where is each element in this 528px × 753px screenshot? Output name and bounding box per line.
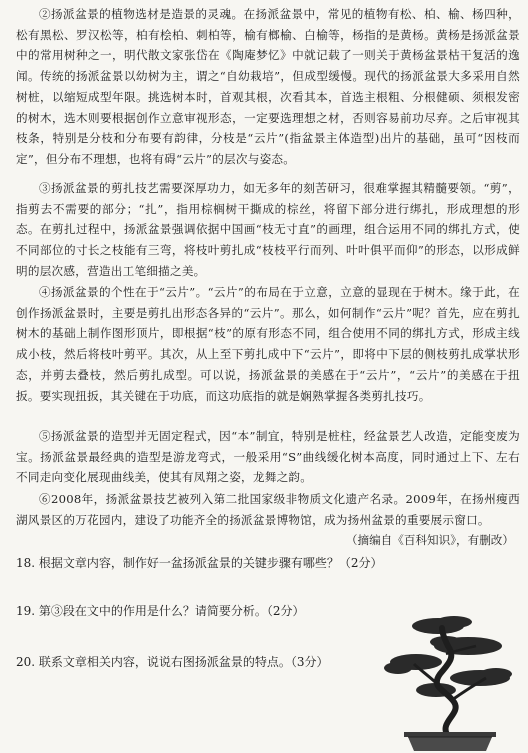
question-18: 18. 根据文章内容，制作好一盆扬派盆景的关键步骤有哪些？（2分） bbox=[16, 556, 383, 570]
question-20: 20. 联系文章相关内容，说说右图扬派盆景的特点。（3分） bbox=[16, 655, 329, 669]
paragraph-6: ⑥2008年，扬派盆景技艺被列入第二批国家级非物质文化遗产名录。2009年，在扬州瘦西湖风景区的万花园内，建设了功能齐全的扬派盆景博物馆，成为扬州盆景的重要展示窗口。 bbox=[16, 492, 520, 527]
paragraph-5: ⑤扬派盆景的造型并无固定程式，因“本”制宜，特别是桩柱，经盆景艺人改造，定能变废为宝。扬派盆景最经典的造型是游龙弯式，一般采用“S”曲线缓化树本高度，同时通过上下、左右不同走向变化展现曲线美，使其有凤翔之姿，龙舞之韵。 bbox=[16, 429, 520, 485]
paragraph-3: ③扬派盆景的剪扎技艺需要深厚功力，如无多年的刻苦研习，很难掌握其精髓要领。“剪”，指剪去不需要的部分；“扎”，指用棕榈树干撕成的棕丝，将留下部分进行绑扎，形成理想的形态。在剪扎过程中，扬派盆景强调依据中国画“枝无寸直”的画理，组合运用不同的绑扎方式，使不同部位的寸长之枝能有三弯，将枝叶剪扎成“枝枝平行而列、叶叶俱平而仰”的形态，以形成鲜明的层次感，营造出工笔细描之美。 bbox=[16, 181, 520, 278]
paragraph-4: ④扬派盆景的个性在于“云片”。“云片”的布局在于立意，立意的显现在于树木。缘于此，在创作扬派盆景时，主要是剪扎出形态各异的“云片”。那么，如何制作“云片”呢？首先，应在剪扎树木的基础上制作图形顶片，即根据“枝”的原有形态不同，组合使用不同的绑扎方式，形成主线成小枝，然后将枝叶剪平。其次，从上至下剪扎成中下“云片”，即将中下层的侧枝剪扎成掌状形态，并剪去叠枝，然后剪扎成型。可以说，扬派盆景的美感在于“云片”，“云片”的美感在于扭扳。要实现扭扳，其关键在于功底，而这功底指的就是娴熟掌握各类剪扎技巧。 bbox=[16, 285, 520, 403]
paragraph-2: ②扬派盆景的植物选材是造景的灵魂。在扬派盆景中，常见的植物有松、柏、榆、杨四种，松有黑松、罗汉松等，柏有桧柏、刺柏等，榆有榔榆、白榆等，杨指的是黄杨。黄杨是扬派盆景中的常用树种之一，明代散文家张岱在《陶庵梦忆》中就记载了一则关于黄杨盆景枯干复活的逸闻。传统的扬派盆景以幼树为主，谓之“自幼栽培”，但成型缓慢。现代的扬派盆景大多采用自然树桩，以缩短成型年限。挑选树本时，首观其根，次看其本，首选主根粗、分根健硕、须根发密的树木，选木则要根据创作立意审视形态，一定要选理想之材，否则容易前功尽弃。之后审视其枝条，特别是分枝和分布要有韵律，分枝是“云片”(指盆景主体造型)出片的基础，虽可“因枝而定”，但分布不理想，也将有碍“云片”的层次与姿态。 bbox=[16, 7, 520, 166]
bonsai-tree-figure bbox=[376, 612, 524, 753]
question-19: 19. 第③段在文中的作用是什么？请简要分析。（2分） bbox=[16, 604, 305, 618]
source-citation: （摘编自《百科知识》，有删改） bbox=[345, 533, 514, 547]
